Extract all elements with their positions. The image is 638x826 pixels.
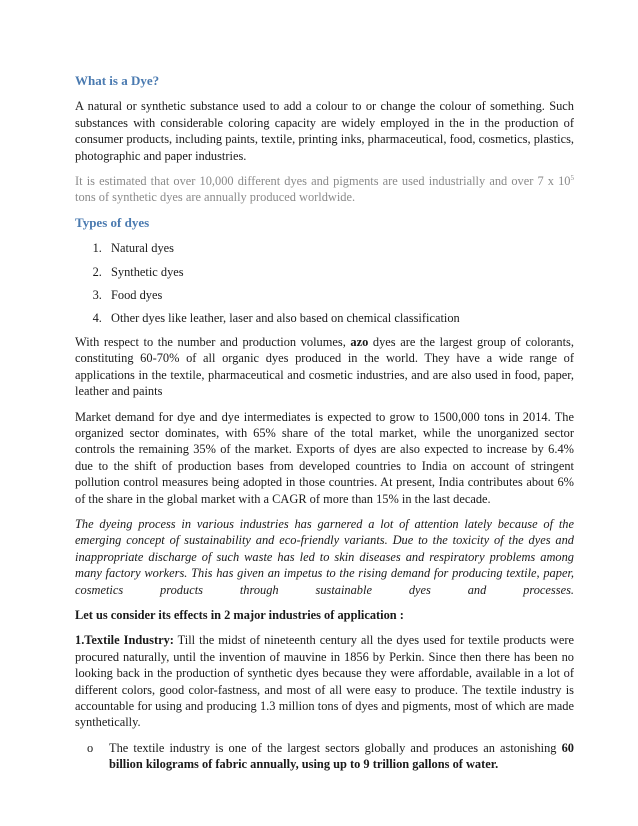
paragraph-market-demand: Market demand for dye and dye intermediates is expected to grow to 1500,000 tons in 2014. The organized sector dominates, with 65% share of the total market, while the unorganized sector controls the remaining 35% of the market. Exports of dyes are also expected to increase by 6.4% due to the shift of production bases from developed countries to India on account of stringent pollution control measures being adopted in those countries. At present, India contributes about 6% of the share in the global market with a CAGR of more than 15% in the last decade. [75,409,574,506]
list-item [87,740,574,773]
paragraph-definition: A natural or synthetic substance used to add a colour to or change the colour of something. Such substances with considerable coloring capacity are widely employed in the in the production of consumer products, including paints, textile, printing inks, pharmaceutical, food, cosmetics, plastics, photographic and paper industries. [75,99,574,163]
estimate-text: It is estimated that over 10,000 different dyes and pigments are used industrially and over 7 x 10 [75,174,571,189]
textile-industry-label: 1.Textile Industry: [75,633,174,648]
paragraph-estimate [75,173,574,206]
estimate-superscript: 5 [570,173,574,182]
heading-types-of-dyes: Types of dyes [75,214,150,230]
paragraph-textile-industry [75,632,574,730]
textile-bullets [75,740,574,773]
bullet-text-pre: The textile industry is one of the largest sectors globally and produces an astonishing [109,740,562,755]
paragraph-dyeing-process: The dyeing process in various industries has garnered a lot of attention lately because of the emerging concept of sustainability and eco-friendly variants. Due to the toxicity of the dyes and inappropriate discharge of such waste has led to skin diseases and respiratory problems among many factory workers. This has given an impetus to the rising demand for producing textile, paper, cosmetics products through sustainable dyes and processes. [75,516,574,597]
list-item: 4. Other dyes like leather, laser and also based on chemical classification [105,310,574,326]
estimate-text-rest: tons of synthetic dyes are annually produced worldwide. [75,190,356,205]
bullet-text-bold: 60 billion kilograms of fabric annually, using up to 9 trillion gallons of water. [109,740,574,772]
azo-bold: azo [350,334,369,349]
textile-industry-text: Till the midst of nineteenth century all the dyes used for textile products were procured naturally, until the invention of mauvine in 1856 by Perkin. Since then there has been no looking back in the production of synthetic dyes because they were affordable, available in a lot of different colors, good color-fastness, and most of all were easy to produce. The textile industry is accountable for using and producing 1.3 million tons of dyes and pigments, most of which are made synthetically. [75,633,574,730]
azo-text-pre: With respect to the number and production volumes, [75,334,351,349]
list-item: 1. Natural dyes [105,240,574,256]
list-item: 3. Food dyes [105,287,574,303]
paragraph-azo [75,334,574,400]
types-list [75,240,574,327]
circle-bullet-icon: o [87,740,94,755]
azo-text-post: dyes are the largest group of colorants, constituting 60-70% of all organic dyes produced in the world. They have a wide range of applications in the textile, pharmaceutical and cosmetic industries, and are also used in food, paper, leather and paints [75,334,574,399]
list-item: 2. Synthetic dyes [105,264,574,280]
industries-heading: Let us consider its effects in 2 major industries of application : [75,607,404,622]
heading-what-is-a-dye: What is a Dye? [75,73,160,88]
